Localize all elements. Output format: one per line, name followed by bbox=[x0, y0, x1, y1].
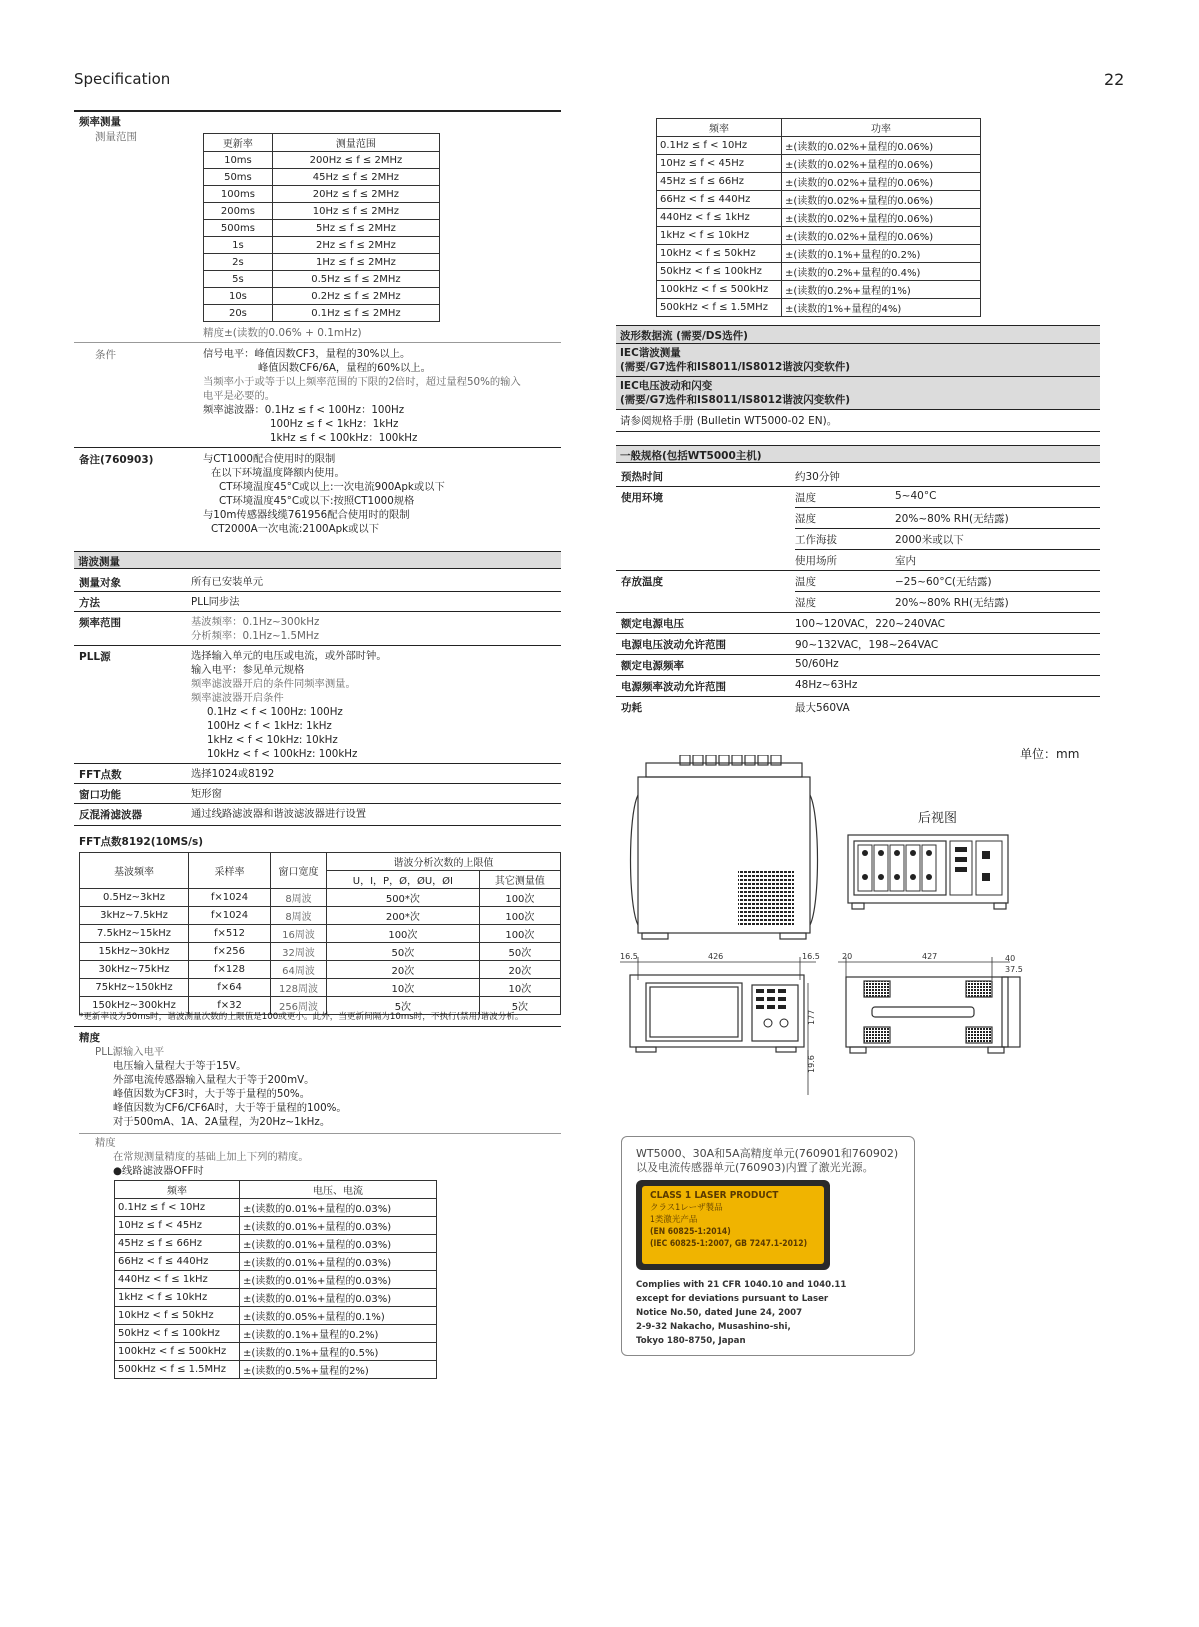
col-header: 基波频率 bbox=[80, 853, 189, 889]
table-row bbox=[115, 1253, 437, 1271]
top-view-vent bbox=[738, 869, 794, 927]
laser-notice-box bbox=[621, 1136, 915, 1356]
table-cell: 500*次 bbox=[327, 889, 480, 907]
table-row bbox=[204, 254, 440, 271]
fft-table bbox=[79, 852, 561, 1015]
table-cell: 50次 bbox=[479, 943, 560, 961]
table-cell: ±(读数的0.02%+量程的0.06%) bbox=[782, 137, 981, 155]
general-row-value: 最大560VA bbox=[795, 702, 850, 714]
table-cell: f×256 bbox=[189, 943, 271, 961]
fft-label: FFT点数8192(10MS/s) bbox=[79, 836, 204, 848]
dim-label: 427 bbox=[922, 952, 938, 961]
pll-line: 峰值因数为CF3时，大于等于量程的50%。 bbox=[113, 1088, 311, 1100]
table-cell: ±(读数的0.01%+量程的0.03%) bbox=[240, 1199, 437, 1217]
comply-line: Tokyo 180-8750, Japan bbox=[636, 1336, 746, 1346]
general-row-value: 50/60Hz bbox=[795, 658, 839, 670]
pll-line: 对于500mA、1A、2A量程，为20Hz~1kHz。 bbox=[113, 1116, 331, 1128]
laser-intro: WT5000、30A和5A高精度单元(760901和760902) bbox=[636, 1147, 899, 1160]
dim-label: 16.5 bbox=[620, 952, 638, 961]
laser-label-line: (IEC 60825-1:2007, GB 7247.1-2012) bbox=[650, 1239, 808, 1249]
table-cell: 256周波 bbox=[271, 997, 327, 1015]
general-row-label: 电源电压波动允许范围 bbox=[621, 639, 726, 651]
table-cell: 2s bbox=[204, 254, 273, 271]
table-cell: 200ms bbox=[204, 203, 273, 220]
table-row bbox=[657, 137, 981, 155]
table-cell: 100次 bbox=[327, 925, 480, 943]
table-row bbox=[204, 237, 440, 254]
table-cell: 32周波 bbox=[271, 943, 327, 961]
note-line: 与10m传感器线缆761956配合使用时的限制 bbox=[203, 509, 410, 521]
front-view bbox=[630, 975, 804, 1052]
table-cell: ±(读数的0.1%+量程的0.5%) bbox=[240, 1343, 437, 1361]
col-header: 测量范围 bbox=[272, 134, 439, 152]
comply-line: except for deviations pursuant to Laser bbox=[636, 1294, 829, 1304]
table-cell: 0.2Hz ≤ f ≤ 2MHz bbox=[272, 288, 439, 305]
general-row-value: 20%~80% RH(无结露) bbox=[895, 597, 1009, 609]
table-cell: 30kHz~75kHz bbox=[80, 961, 189, 979]
table-cell: 0.1Hz ≤ f < 10Hz bbox=[657, 137, 782, 155]
top-view-right-handle bbox=[810, 795, 818, 925]
table-row bbox=[657, 155, 981, 173]
table-cell: 10Hz ≤ f < 45Hz bbox=[657, 155, 782, 173]
table-cell: ±(读数的0.01%+量程的0.03%) bbox=[240, 1217, 437, 1235]
table-cell: 100次 bbox=[479, 889, 560, 907]
general-row-label: 使用环境 bbox=[621, 492, 663, 504]
general-row-value: 工作海拔 bbox=[795, 534, 837, 546]
freq-range-table bbox=[203, 133, 440, 322]
acc-label: 精度 bbox=[95, 1137, 116, 1149]
side-view bbox=[846, 977, 1020, 1053]
table-cell: f×1024 bbox=[189, 889, 271, 907]
table-row bbox=[80, 889, 561, 907]
harm-heading: 谐波测量 bbox=[74, 551, 561, 569]
table-cell: 500kHz < f ≤ 1.5MHz bbox=[657, 299, 782, 317]
table-cell: 100kHz < f ≤ 500kHz bbox=[115, 1343, 240, 1361]
harm-row-line: 分析频率：0.1Hz~1.5MHz bbox=[191, 630, 320, 642]
table-cell: 0.1Hz ≤ f < 10Hz bbox=[115, 1199, 240, 1217]
pll-line: 峰值因数为CF6/CF6A时，大于等于量程的100%。 bbox=[113, 1102, 347, 1114]
acc-line: 在常规测量精度的基础上加上下列的精度。 bbox=[113, 1151, 309, 1163]
table-row bbox=[80, 943, 561, 961]
col-header: 其它测量值 bbox=[479, 871, 560, 889]
pll-label: PLL源输入电平 bbox=[95, 1046, 165, 1058]
col-header: 频率 bbox=[115, 1181, 240, 1199]
harm-row-line: 通过线路滤波器和谐波滤波器进行设置 bbox=[191, 808, 367, 820]
general-row-label: 预热时间 bbox=[621, 471, 663, 483]
iec-flicker-note: (需要/G7选件和IS8011/IS8012谐波闪变软件) bbox=[620, 394, 851, 406]
harm-row-line: 1kHz < f < 10kHz: 10kHz bbox=[207, 734, 338, 746]
table-cell: 0.5Hz~3kHz bbox=[80, 889, 189, 907]
harm-row-line: 100Hz < f < 1kHz: 1kHz bbox=[207, 720, 332, 732]
table-cell: 45Hz ≤ f ≤ 66Hz bbox=[657, 173, 782, 191]
table-cell: 440Hz < f ≤ 1kHz bbox=[115, 1271, 240, 1289]
table-row bbox=[115, 1199, 437, 1217]
acc-heading: 精度 bbox=[79, 1032, 100, 1044]
table-cell: 10次 bbox=[479, 979, 560, 997]
table-row bbox=[657, 227, 981, 245]
table-cell: 1kHz < f ≤ 10kHz bbox=[657, 227, 782, 245]
table-cell: ±(读数的0.02%+量程的0.06%) bbox=[782, 209, 981, 227]
cond-line: 信号电平：峰值因数CF3，量程的30%以上。 bbox=[203, 348, 411, 360]
general-row-value: 室内 bbox=[895, 555, 916, 567]
harm-row-line: 基波频率：0.1Hz~300kHz bbox=[191, 616, 320, 628]
table-cell: ±(读数的0.1%+量程的0.2%) bbox=[782, 245, 981, 263]
col-header: 采样率 bbox=[189, 853, 271, 889]
table-cell: ±(读数的0.02%+量程的0.06%) bbox=[782, 173, 981, 191]
table-cell: 20次 bbox=[479, 961, 560, 979]
front-panel-keys bbox=[756, 989, 788, 1027]
table-cell: 100次 bbox=[479, 907, 560, 925]
table-cell: ±(读数的1%+量程的4%) bbox=[782, 299, 981, 317]
table-cell: 150kHz~300kHz bbox=[80, 997, 189, 1015]
table-cell: 10次 bbox=[327, 979, 480, 997]
rear-view-label: 后视图 bbox=[918, 811, 958, 826]
harm-row-line: 选择输入单元的电压或电流，或外部时钟。 bbox=[191, 650, 387, 662]
table-row bbox=[204, 203, 440, 220]
table-cell: 0.1Hz ≤ f ≤ 2MHz bbox=[272, 305, 439, 322]
laser-label-line: 1类激光产品 bbox=[650, 1215, 698, 1225]
table-cell: 20s bbox=[204, 305, 273, 322]
col-header: 功率 bbox=[782, 119, 981, 137]
rear-view bbox=[848, 835, 1008, 909]
general-row-value: 温度 bbox=[795, 492, 816, 504]
table-cell: 10ms bbox=[204, 152, 273, 169]
table-row bbox=[115, 1307, 437, 1325]
col-header: 电压、电流 bbox=[240, 1181, 437, 1199]
freq-cond-label: 条件 bbox=[95, 349, 116, 361]
dimension-drawing bbox=[620, 755, 1120, 1100]
harm-row-label: 频率范围 bbox=[79, 617, 121, 629]
stream-band: 波形数据流 (需要/DS选件) bbox=[616, 325, 1100, 344]
freq-heading: 频率测量 bbox=[79, 116, 121, 128]
general-row-value: 使用场所 bbox=[795, 555, 837, 567]
freq-note-label: 备注(760903) bbox=[79, 454, 154, 466]
cond-line: 峰值因数CF6/6A，量程的60%以上。 bbox=[258, 362, 431, 374]
stream-ref: 请参阅规格手册 (Bulletin WT5000-02 EN)。 bbox=[616, 410, 1100, 432]
general-row-value: −25~60°C(无结露) bbox=[895, 576, 992, 588]
table-cell: 3kHz~7.5kHz bbox=[80, 907, 189, 925]
table-cell: f×32 bbox=[189, 997, 271, 1015]
col-header: U，I，P，Ø，ØU，ØI bbox=[327, 871, 480, 889]
general-row-value: 100~120VAC，220~240VAC bbox=[795, 618, 945, 630]
dimension-lines bbox=[620, 957, 1010, 1095]
freq-accuracy: 精度±(读数的0.06% + 0.1mHz) bbox=[203, 327, 362, 339]
table-cell: 75kHz~150kHz bbox=[80, 979, 189, 997]
harm-row-line: 0.1Hz < f < 100Hz: 100Hz bbox=[207, 706, 343, 718]
table-cell: ±(读数的0.02%+量程的0.06%) bbox=[782, 191, 981, 209]
table-row bbox=[204, 305, 440, 322]
table-cell: 500kHz < f ≤ 1.5MHz bbox=[115, 1361, 240, 1379]
general-row-value: 2000米或以下 bbox=[895, 534, 964, 546]
iec-flicker-title: IEC电压波动和闪变 bbox=[620, 380, 713, 392]
table-cell: 20Hz ≤ f ≤ 2MHz bbox=[272, 186, 439, 203]
harm-row-line: 选择1024或8192 bbox=[191, 768, 275, 780]
stream-block bbox=[616, 325, 1100, 427]
table-cell: ±(读数的0.05%+量程的0.1%) bbox=[240, 1307, 437, 1325]
table-cell: 200*次 bbox=[327, 907, 480, 925]
table-row bbox=[657, 299, 981, 317]
cond-line: 电平是必要的。 bbox=[203, 390, 276, 402]
table-cell: 45Hz ≤ f ≤ 2MHz bbox=[272, 169, 439, 186]
harm-row-line: 10kHz < f < 100kHz: 100kHz bbox=[207, 748, 358, 760]
table-cell: 1s bbox=[204, 237, 273, 254]
iec-harm-note: (需要/G7选件和IS8011/IS8012谐波闪变软件) bbox=[620, 361, 851, 373]
harm-row-line: 矩形窗 bbox=[191, 788, 222, 800]
table-cell: 5次 bbox=[479, 997, 560, 1015]
table-row bbox=[115, 1343, 437, 1361]
table-cell: 10kHz < f ≤ 50kHz bbox=[115, 1307, 240, 1325]
iec-harm-title: IEC谐波测量 bbox=[620, 347, 681, 359]
table-cell: f×64 bbox=[189, 979, 271, 997]
table-row bbox=[115, 1235, 437, 1253]
table-cell: 100次 bbox=[479, 925, 560, 943]
table-row bbox=[204, 271, 440, 288]
table-cell: 200Hz ≤ f ≤ 2MHz bbox=[272, 152, 439, 169]
top-view-left-handle bbox=[631, 795, 639, 925]
col-header: 更新率 bbox=[204, 134, 273, 152]
power-accuracy-table bbox=[656, 118, 981, 317]
harm-row-line: 频率滤波器开启条件 bbox=[191, 692, 284, 704]
col-header: 谐波分析次数的上限值 bbox=[327, 853, 561, 871]
table-row bbox=[80, 961, 561, 979]
table-cell: ±(读数的0.5%+量程的2%) bbox=[240, 1361, 437, 1379]
harm-row-label: PLL源 bbox=[79, 651, 111, 663]
vc-accuracy-table bbox=[114, 1180, 437, 1379]
harm-row-line: 输入电平：参见单元规格 bbox=[191, 664, 305, 676]
table-cell: 20次 bbox=[327, 961, 480, 979]
col-header: 频率 bbox=[657, 119, 782, 137]
table-cell: 50次 bbox=[327, 943, 480, 961]
table-cell: 128周波 bbox=[271, 979, 327, 997]
table-row bbox=[80, 979, 561, 997]
table-cell: ±(读数的0.01%+量程的0.03%) bbox=[240, 1271, 437, 1289]
laser-class-label-inner bbox=[642, 1186, 824, 1264]
note-line: 在以下环境温度降额内使用。 bbox=[211, 467, 345, 479]
general-row-label: 电源频率波动允许范围 bbox=[621, 681, 726, 693]
table-cell: 50ms bbox=[204, 169, 273, 186]
table-cell: 0.5Hz ≤ f ≤ 2MHz bbox=[272, 271, 439, 288]
general-row-value: 90~132VAC，198~264VAC bbox=[795, 639, 939, 651]
table-cell: 66Hz < f ≤ 440Hz bbox=[115, 1253, 240, 1271]
unit-label: 单位：mm bbox=[1020, 747, 1080, 761]
cond-line: 频率滤波器：0.1Hz ≤ f < 100Hz：100Hz bbox=[203, 404, 405, 416]
harm-row-label: 测量对象 bbox=[79, 577, 121, 589]
page-number: 22 bbox=[1104, 70, 1125, 89]
laser-intro: 以及电流传感器单元(760903)内置了激光光源。 bbox=[636, 1161, 874, 1174]
table-row bbox=[657, 245, 981, 263]
table-row bbox=[115, 1325, 437, 1343]
comply-line: Notice No.50, dated June 24, 2007 bbox=[636, 1308, 803, 1318]
table-cell: 7.5kHz~15kHz bbox=[80, 925, 189, 943]
cond-line: 当频率小于或等于以上频率范围的下限的2倍时，超过量程50%的输入 bbox=[203, 376, 521, 388]
harm-row-line: 频率滤波器开启的条件同频率测量。 bbox=[191, 678, 356, 690]
general-row-value: 湿度 bbox=[795, 513, 816, 525]
note-line: CT2000A一次电流:2100Apk或以下 bbox=[211, 523, 380, 535]
harm-row-line: 所有已安装单元 bbox=[191, 576, 264, 588]
dim-label: 426 bbox=[708, 952, 724, 961]
table-row bbox=[657, 191, 981, 209]
table-row bbox=[115, 1217, 437, 1235]
table-cell: 10kHz < f ≤ 50kHz bbox=[657, 245, 782, 263]
table-cell: ±(读数的0.01%+量程的0.03%) bbox=[240, 1289, 437, 1307]
table-row bbox=[80, 925, 561, 943]
pll-line: 外部电流传感器输入量程大于等于200mV。 bbox=[113, 1074, 315, 1086]
table-cell: 8周波 bbox=[271, 907, 327, 925]
table-cell: ±(读数的0.01%+量程的0.03%) bbox=[240, 1253, 437, 1271]
table-cell: ±(读数的0.02%+量程的0.06%) bbox=[782, 227, 981, 245]
general-row-label: 额定电源频率 bbox=[621, 660, 684, 672]
table-cell: 1Hz ≤ f ≤ 2MHz bbox=[272, 254, 439, 271]
laser-label-line: クラス1レーザ製品 bbox=[650, 1203, 723, 1213]
table-row bbox=[115, 1289, 437, 1307]
table-cell: 50kHz < f ≤ 100kHz bbox=[657, 263, 782, 281]
dim-label: 16.5 bbox=[802, 952, 820, 961]
table-cell: f×512 bbox=[189, 925, 271, 943]
comply-line: Complies with 21 CFR 1040.10 and 1040.11 bbox=[636, 1280, 847, 1290]
table-row bbox=[204, 152, 440, 169]
harm-row-label: 方法 bbox=[79, 597, 100, 609]
table-cell: 50kHz < f ≤ 100kHz bbox=[115, 1325, 240, 1343]
section-title: Specification bbox=[74, 70, 171, 88]
acc-line: ●线路滤波器OFF时 bbox=[113, 1165, 204, 1177]
table-cell: 10s bbox=[204, 288, 273, 305]
dim-label: 20 bbox=[842, 952, 853, 961]
general-row-value: 5~40°C bbox=[895, 490, 937, 502]
table-row bbox=[80, 907, 561, 925]
note-line: CT环境温度45°C或以上:一次电流900Apk或以下 bbox=[219, 481, 445, 493]
harm-row-label: FFT点数 bbox=[79, 769, 122, 781]
table-row bbox=[657, 281, 981, 299]
table-cell: 66Hz < f ≤ 440Hz bbox=[657, 191, 782, 209]
dim-label: 37.5 bbox=[1005, 965, 1023, 974]
table-row bbox=[204, 220, 440, 237]
table-cell: 10Hz ≤ f ≤ 2MHz bbox=[272, 203, 439, 220]
table-cell: 64周波 bbox=[271, 961, 327, 979]
table-cell: ±(读数的0.2%+量程的0.4%) bbox=[782, 263, 981, 281]
harm-row-label: 窗口功能 bbox=[79, 789, 121, 801]
table-cell: 2Hz ≤ f ≤ 2MHz bbox=[272, 237, 439, 254]
general-row-value: 20%~80% RH(无结露) bbox=[895, 513, 1009, 525]
laser-class-label bbox=[636, 1180, 830, 1270]
table-row bbox=[204, 186, 440, 203]
general-row-label: 存放温度 bbox=[621, 576, 663, 588]
cond-line: 1kHz ≤ f < 100kHz：100kHz bbox=[270, 432, 418, 444]
col-header: 窗口宽度 bbox=[271, 853, 327, 889]
general-row-value: 湿度 bbox=[795, 597, 816, 609]
table-row bbox=[657, 263, 981, 281]
table-cell: 8周波 bbox=[271, 889, 327, 907]
table-cell: 100ms bbox=[204, 186, 273, 203]
table-cell: ±(读数的0.2%+量程的1%) bbox=[782, 281, 981, 299]
general-row-value: 48Hz~63Hz bbox=[795, 679, 858, 691]
table-cell: 1kHz < f ≤ 10kHz bbox=[115, 1289, 240, 1307]
pll-line: 电压输入量程大于等于15V。 bbox=[113, 1060, 247, 1072]
fft-footnote: *更新率设为50ms时，谐波测量次数的上限值是100或更小。此外，当更新间隔为10ms时，不执行(禁用)谐波分析。 bbox=[79, 1012, 524, 1022]
general-row-label: 功耗 bbox=[621, 702, 642, 714]
laser-label-line: (EN 60825-1:2014) bbox=[650, 1227, 731, 1237]
table-cell: ±(读数的0.02%+量程的0.06%) bbox=[782, 155, 981, 173]
table-cell: 15kHz~30kHz bbox=[80, 943, 189, 961]
dim-label: 177 bbox=[807, 1009, 816, 1025]
table-cell: 5次 bbox=[327, 997, 480, 1015]
table-row bbox=[204, 288, 440, 305]
table-row bbox=[204, 169, 440, 186]
table-cell: 500ms bbox=[204, 220, 273, 237]
table-cell: 440Hz < f ≤ 1kHz bbox=[657, 209, 782, 227]
freq-range-label: 测量范围 bbox=[95, 131, 137, 143]
harm-row-line: PLL同步法 bbox=[191, 596, 240, 608]
note-line: 与CT1000配合使用时的限制 bbox=[203, 453, 336, 465]
laser-label-line: CLASS 1 LASER PRODUCT bbox=[650, 1190, 779, 1201]
table-cell: ±(读数的0.01%+量程的0.03%) bbox=[240, 1235, 437, 1253]
table-row bbox=[657, 209, 981, 227]
general-row-value: 约30分钟 bbox=[795, 471, 840, 483]
table-cell: 5Hz ≤ f ≤ 2MHz bbox=[272, 220, 439, 237]
iec-harm-band bbox=[616, 344, 1100, 377]
table-cell: 5s bbox=[204, 271, 273, 288]
general-heading: 一般规格(包括WT5000主机) bbox=[616, 445, 1100, 463]
comply-line: 2-9-32 Nakacho, Musashino-shi, bbox=[636, 1322, 791, 1332]
table-cell: 16周波 bbox=[271, 925, 327, 943]
general-row-value: 温度 bbox=[795, 576, 816, 588]
table-row bbox=[657, 173, 981, 191]
table-cell: 10Hz ≤ f < 45Hz bbox=[115, 1217, 240, 1235]
iec-flicker-band bbox=[616, 377, 1100, 410]
table-cell: 45Hz ≤ f ≤ 66Hz bbox=[115, 1235, 240, 1253]
note-line: CT环境温度45°C或以下:按照CT1000规格 bbox=[219, 495, 415, 507]
dim-label: 40 bbox=[1005, 954, 1016, 963]
dim-label: 19.6 bbox=[807, 1055, 816, 1073]
table-cell: ±(读数的0.1%+量程的0.2%) bbox=[240, 1325, 437, 1343]
table-cell: 100kHz < f ≤ 500kHz bbox=[657, 281, 782, 299]
table-cell: f×128 bbox=[189, 961, 271, 979]
harm-row-label: 反混淆滤波器 bbox=[79, 809, 142, 821]
table-cell: f×1024 bbox=[189, 907, 271, 925]
table-row bbox=[115, 1271, 437, 1289]
table-row bbox=[115, 1361, 437, 1379]
cond-line: 100Hz ≤ f < 1kHz：1kHz bbox=[270, 418, 399, 430]
general-row-label: 额定电源电压 bbox=[621, 618, 684, 630]
